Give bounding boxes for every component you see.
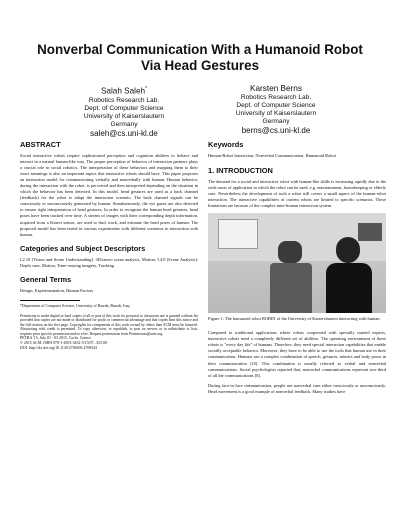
footnote-divider	[20, 300, 80, 301]
author-university: University of Kaiserslautern	[235, 110, 317, 117]
intro-paragraph-1: The demand for a social and interactive robot with human-like skills is increasing rapidly due to the wide areas of application in which the robot can be used, e.g. entertainment, housekeeping or elderly care. Nevertheless the development of such a robot still covers a small aspect of the human-robot interaction. The interactive capabilities of current robots are limited to specific scenarios. These limitations are because of the complex inter-human interaction system.	[208, 179, 386, 209]
title-line-1: Nonverbal Communication With a Humanoid Robot	[37, 42, 363, 57]
author-lab: Robotics Research Lab.	[240, 94, 312, 101]
author-footnote: *Department of Computer Science, University of Basrah, Basrah, Iraq	[20, 303, 130, 308]
intro-paragraph-2: Compared to traditional applications where robots cooperated with specially trained experts, interactive robots need a completely different set of abilities. The operating environment of these robots is "every day life" of humans. Therefore, they need special interaction capabilities that enable socially acceptable behavior. Moreover, they have to be able to use the tools that human use in their communication. Humans use a complex combination of speech, gestures, mimics and body poses in their communication [10]. This combination is usually referred as verbal and nonverbal communications. Social psychologists reported that, nonverbal communications represent two-third of all the communications [8].	[208, 330, 386, 378]
author-name: Karsten Berns	[250, 84, 302, 93]
footnote-mark: *	[145, 86, 148, 92]
left-column	[20, 140, 198, 351]
robot-body	[270, 263, 312, 313]
venue-line: PETRA '15, July 01 - 03 2015, Corfu, Greece	[20, 336, 91, 341]
author-name: Salah Saleh*	[100, 86, 148, 96]
general-terms-heading: General Terms	[20, 274, 72, 284]
introduction-heading: 1. INTRODUCTION	[208, 166, 273, 176]
general-terms-text: Design, Experimentation, Human Factors	[20, 287, 94, 293]
author-country: Germany	[262, 118, 290, 125]
abstract-text: Social interactive robots require sophisticated perception and cognition abilities to behave and interact in a natural human-like way. The proper perception of behavior of interaction partners plays a crucial role in social robotics. The interpretation of these behaviors and mapping them to their exact meanings is also an important aspect that interactive robots should have. This paper proposes an interaction model for communicating verbally and nonverbally with human. Human behavior, during the interaction with the robot, is perceived and then interpreted depending on the situation in which the behavior has been detected. In this model, head gestures are used as a back channel (feedback) for the robot to adapt the interaction scenario. The back channel signals can be consciously or unconsciously generated by human. Simultaneously, the eye gazes are also detected to ensure right interpretation of head gestures. In order to recognize the human head gestures, head poses have been tracked over time. A stream of images with their corresponding depth information, acquired from a Kinect sensor, are used to find, track, and estimate the head poses of human. The proposed model has been tested in various experiments with different scenarios in interaction with human.	[20, 153, 198, 237]
figure-robot-photo	[208, 213, 386, 313]
photo-poster	[218, 219, 258, 249]
author-country: Germany	[110, 120, 138, 128]
intro-paragraph-3: During face-to-face communication, people use nonverbal cues either consciously or unconsciously. Head movement is a good example of nonverbal feedback. Many studies have	[208, 382, 386, 394]
categories-heading: Categories and Subject Descriptors	[20, 243, 146, 253]
author-dept: Dept. of Computer Science	[84, 104, 164, 112]
author-dept: Dept. of Computer Science	[236, 102, 316, 109]
author-block-1	[44, 84, 204, 139]
categories-text: I.2.10 [Vision and Scene Understanding]: 3D/stereo scene analysis, Motion; I.4.8 [Scene Analysis]: Depth cues, Motion, Time-varying imagery, Tracking	[20, 256, 198, 268]
abstract-heading: ABSTRACT	[20, 140, 61, 149]
copyright-line: © 2015 ACM. ISBN 978-1-4503-3452-5/15/07...$15.00	[20, 341, 108, 346]
figure-caption: Figure 1: The humanoid robot ROBIN of the University of Kaiserslautern interacting with human.	[208, 316, 381, 322]
author-email[interactable]: saleh@cs.uni-kl.de	[90, 128, 158, 138]
author-block-2	[196, 84, 356, 136]
author-lab: Robotics Research Lab.	[88, 96, 160, 104]
author-email[interactable]: berns@cs.uni-kl.de	[241, 126, 311, 135]
keywords-heading: Keywords	[208, 140, 244, 149]
paper-title	[20, 42, 380, 74]
person-body	[326, 263, 372, 313]
title-line-2: Via Head Gestures	[140, 58, 260, 73]
author-university: University of Kaiserslautern	[83, 112, 165, 120]
robot-head	[278, 241, 302, 263]
permission-notice: Permission to make digital or hard copies of all or part of this work for personal or classroom use is granted without fee provided that copies are not made or distributed for profit or commercial advantage and that copies bear this notice and the full citation on the first page. Copyrights for components of this work owned by others than ACM must be honored. Abstracting with credit is permitted. To copy otherwise, or republish, to post on servers or to redistribute to lists, requires prior specific permission and/or a fee. Request permissions from Permissions@acm.org.	[20, 313, 198, 336]
photo-screen	[358, 223, 382, 241]
keywords-text: Human-Robot Interaction, Nonverbal Communication, Humanoid Robot	[208, 153, 336, 158]
right-column	[208, 140, 386, 395]
person-head	[336, 237, 360, 263]
doi-link[interactable]: DOI: http://dx.doi.org/10.1145/2769493.2769543	[20, 346, 98, 351]
